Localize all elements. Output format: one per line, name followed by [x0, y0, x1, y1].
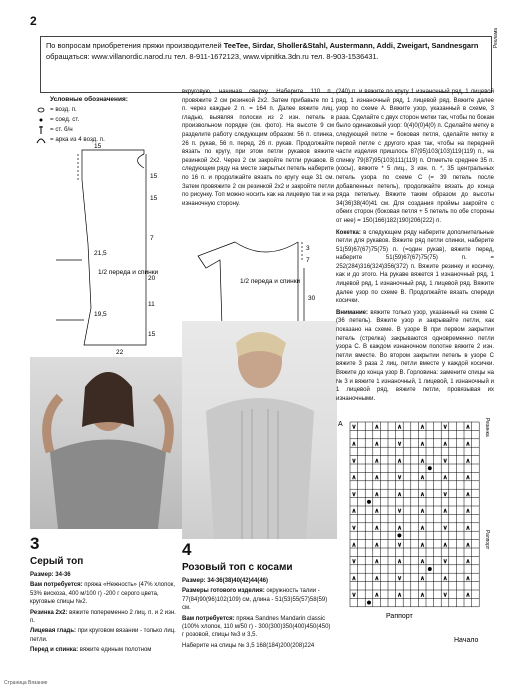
- size-value: 34-36(38)40(42)44(46): [207, 578, 268, 584]
- chart-symbol: ∧: [397, 559, 402, 566]
- chart-symbol: ∧: [351, 475, 357, 482]
- chart-symbol: ∧: [420, 542, 425, 549]
- chart-symbol: ∧: [420, 441, 425, 448]
- chart-symbol: ∧: [374, 592, 380, 599]
- schema-mid-side-2: 7: [306, 257, 310, 264]
- chart-symbol: ∧: [465, 559, 471, 566]
- chart-symbol: ∧: [465, 491, 471, 498]
- photo-pink-top: [182, 321, 337, 539]
- chart-symbol: ∧: [443, 441, 448, 448]
- item-4-last: Наберите на спицы № 3,5 168(184)200(208)224: [182, 642, 315, 649]
- chart-symbol: ∧: [465, 575, 471, 582]
- ad-line1: По вопросам приобретения пряжи производителей: [46, 41, 222, 50]
- chart-symbol: ∧: [374, 575, 380, 582]
- item-4-title: Розовый топ с косами: [182, 562, 293, 573]
- legend-item: [36, 115, 156, 125]
- legend-text: = соед. ст.: [50, 116, 80, 123]
- chart-symbol: ∧: [465, 525, 471, 532]
- right-p1: (240) п. и вяжите по кругу 1 изнаночный ряд, 1 лицевой ряд, 1 изнаночный ряд, 1 лицевой ряд. Вяжите далее узор по схеме А. Вяжите узор, указанный в схеме, 3 раза. Сделайте с двух сторон метки так, чтобы по бокам было одинаковый узор: 0(4)0(0)4(0) п. Сделайте метку в следующей петле = боковая петля, сделайте метку в первой петле с другого края так, чтобы на передней части изделия пришлось 87(95)103(103)119(119) п., на спинку 79(87)95(103)111(119) п. Отметьте среднее 35 п. (косы), вяжите * 5 лиц., 3 изн. п. *, 35 центральных петель узора по схеме С (= 39 петель после добавленных петель), продолжайте вязать до конца ряда петельку. Вяжите таким образом до высоты 34(36)38(40)41 см. Для создания проймы закройте с обеих сторон (боковая петля + 5 петель по обе стороны от нее) = 150(166)182(190)206(222) п.: [336, 89, 494, 224]
- chart-symbol: ∧: [420, 559, 425, 566]
- ad-brands: TeeTee, Sirdar, Sholler&Stahl, Austermann, Addi, Zweigart, Sandnesgarn: [223, 41, 479, 50]
- schema-mid-height: 30: [308, 295, 316, 302]
- item-3: [30, 534, 180, 655]
- chart-symbol: ∧: [443, 508, 448, 515]
- chart-symbol: ∧: [374, 475, 380, 482]
- item-3-title: Серый топ: [30, 556, 84, 567]
- dims-text: окружность талии - 77(84)90(96)102(109) см, длина - 51(53)55(57)58(59) см.: [182, 588, 328, 612]
- legend-text: = возд. п.: [50, 106, 77, 113]
- chart-symbol: ∧: [374, 424, 380, 431]
- schema-right-2: 15: [150, 195, 158, 202]
- chart-symbol: ∨: [443, 559, 448, 566]
- pattern-schematic-left: [36, 140, 176, 355]
- chart-symbol: ∧: [420, 508, 425, 515]
- dims-label: Размеры готового изделия:: [182, 588, 265, 595]
- schema-width-1: 21,5: [94, 250, 107, 257]
- instructions-right: [336, 88, 494, 403]
- schema-mid-side-1: 3: [306, 245, 310, 252]
- chart-symbol: ∧: [465, 542, 471, 549]
- schema-top-width: 15: [94, 143, 102, 150]
- chart-symbol: ∧: [397, 424, 402, 431]
- chart-symbol: ∧: [351, 508, 357, 515]
- chart-symbol: ∨: [443, 592, 448, 599]
- yoke-label: Кокетка:: [336, 229, 361, 236]
- chart-symbol: ∨: [351, 491, 357, 498]
- item-4-number: 4: [182, 540, 192, 559]
- vertical-line-icon: [36, 126, 46, 134]
- need-text: пряжа Sandnes Mandarin classic (100% хлопок, 110 м/50 г) - 300(300)350(400)450(450) г розовой, спицы №3 и 3,5.: [182, 615, 331, 639]
- chart-symbol: ∧: [374, 525, 380, 532]
- schema-height-2: 11: [148, 301, 155, 308]
- chart-label-a: A: [338, 421, 343, 428]
- chart-start-label: Начало: [454, 637, 479, 644]
- chart-symbol: ∧: [465, 441, 471, 448]
- photo-grey-top: [30, 357, 182, 529]
- dot-icon: [36, 116, 46, 124]
- schema-height-1: 20: [148, 275, 156, 282]
- schema-mid-label: 1/2 переда и спинки: [240, 278, 301, 285]
- chart-symbol: ∧: [351, 441, 357, 448]
- chart-symbol: ∨: [351, 424, 357, 431]
- chart-symbol: ∧: [351, 542, 357, 549]
- chart-symbol: ∧: [465, 475, 471, 482]
- legend-title: Условные обозначения:: [50, 96, 128, 103]
- chart-symbol: ∧: [443, 575, 448, 582]
- size-label: Размер:: [182, 578, 206, 584]
- need-label: Вам потребуется:: [30, 582, 83, 589]
- chart-symbol: ∨: [397, 542, 402, 549]
- front-label: Перед и спинка:: [30, 647, 79, 654]
- chart-symbol: ∧: [465, 592, 471, 599]
- pattern-schematic-mid: [190, 238, 330, 328]
- chart-symbol: ∨: [351, 458, 357, 465]
- chart-dot: [428, 466, 432, 470]
- chart-symbol: ∧: [374, 559, 380, 566]
- face-label: Лицевая гладь:: [30, 628, 77, 635]
- chart-symbol: ∧: [465, 424, 471, 431]
- item-3-number: 3: [30, 534, 40, 553]
- face-text: при круговом вязании - только лиц. петли.: [30, 628, 176, 643]
- chart-symbol: ∨: [443, 458, 448, 465]
- chart-symbol: ∧: [465, 508, 471, 515]
- chart-dot: [367, 601, 371, 605]
- attention-label: Внимание:: [336, 309, 368, 316]
- yoke-text: в следующем ряду наберите дополнительные петли для рукавов. Вяжите ряд петли спинки, наберите 51(59)67(67)75(75) п. (=один рукав), вяжите перед, наберите 51(59)67(67)75(75) п. = 252(284)316(324)356(372) п. Вяжите резинку и косичку, как и до этого. На рукаве вяжется 1 изнаночный ряд, 1 лицевой ряд, 1 изнаночный ряд, 1 лицевой ряд. Вяжите далее узор по схеме В. Продолжайте вязать спереди косички.: [336, 229, 495, 305]
- need-label: Вам потребуется:: [182, 615, 235, 622]
- front-text: вяжите единым полотном: [79, 647, 152, 654]
- chart-symbol: ∨: [397, 575, 402, 582]
- chart-symbol: ∨: [397, 508, 402, 515]
- item-4: [182, 540, 334, 650]
- chart-symbol: ∧: [397, 592, 402, 599]
- instructions-mid: вкруговую, начиная сверху. Наберите 110 п., провяжите 2 см резинкой 2х2. Затем прибавьте по 1 п. через каждые 2 п. = 164 п. Далее вяжите лиц. гладью, выявляя полоски из 2 изн. петель в произвольном порядке (см. фото). На высоте 9 см разделите работу следующим образом: 56 п. спинка, 26 п. рукав, 56 п. перед, 26 п. рукав. Продолжайте вязать по кругу, при этом петли рукавов вяжите резинкой 2х2. Через 2 см закройте петли рукавов. В следующем ряду на месте закрытых петель наберите по 16 п. и продолжайте вязать по кругу еще 31 см. Затем провяжите 2 см резинкой 2х2 и закройте петли по рисунку. Топ можно носить как на лицевую так и на изнаночную сторону.: [182, 89, 334, 207]
- chart-symbol: ∨: [397, 475, 402, 482]
- side-label: Реклама: [493, 27, 499, 48]
- advertisement-box: [40, 36, 492, 93]
- schema-right-1: 15: [150, 173, 158, 180]
- schema-right-3: 7: [150, 235, 154, 242]
- chart-symbol: ∨: [351, 525, 357, 532]
- rib-label: Резинка 2х2:: [30, 609, 68, 616]
- chart-symbol: ∧: [374, 491, 380, 498]
- chart-symbol: ∧: [374, 441, 380, 448]
- chart-symbol: ∧: [420, 491, 425, 498]
- schema-label: 1/2 переда и спинки: [98, 269, 159, 276]
- chart-symbol: ∨: [351, 559, 357, 566]
- legend-text: = ст. б/н: [50, 126, 73, 133]
- chart-symbol: ∧: [374, 542, 380, 549]
- chart-symbol: ∧: [420, 424, 425, 431]
- legend-item: [36, 105, 156, 115]
- chart-symbol: ∨: [351, 592, 357, 599]
- legend: [36, 95, 156, 145]
- rib-text: вяжите попеременно 2 лиц. п. и 2 изн. п.: [30, 609, 176, 625]
- chart-symbol: ∧: [397, 458, 402, 465]
- page-number: 2: [30, 14, 37, 28]
- chart-symbol: ∧: [374, 458, 380, 465]
- chart-side-text: Резинка: [484, 418, 490, 437]
- need-text: пряжа «Нежность» (47% хлопок, 53% вискоза, 400 м/100 г) -200 г серого цвета, круговые спицы №2.: [30, 582, 176, 606]
- chart-dot: [428, 567, 432, 571]
- schema-bottom-width: 22: [116, 349, 124, 355]
- chart-symbol: ∧: [443, 475, 448, 482]
- chart-symbol: ∧: [420, 592, 425, 599]
- credit: Страница Вязание: [4, 680, 48, 686]
- ad-line2: обращаться: www.villanordic.narod.ru тел. 8-911-1672123, www.vipnitka.3dn.ru тел. 8-903-1536431.: [46, 52, 379, 61]
- chart-symbol: ∧: [397, 525, 402, 532]
- legend-item: [36, 125, 156, 135]
- size-label: Размер:: [30, 572, 54, 578]
- chart-symbol: ∨: [443, 424, 448, 431]
- chart-symbol: ∨: [397, 441, 402, 448]
- chart-side-bottom: Раппорт: [484, 530, 490, 550]
- knitting-chart: [336, 410, 496, 650]
- chart-raport-label: Раппорт: [386, 613, 413, 620]
- empty-square-icon: [36, 106, 46, 114]
- size-value: 34-36: [55, 572, 71, 578]
- chart-symbol: ∧: [351, 575, 357, 582]
- chart-symbol: ∧: [397, 491, 402, 498]
- chart-symbol: ∧: [465, 458, 471, 465]
- chart-symbol: ∨: [443, 525, 448, 532]
- chart-symbol: ∧: [420, 458, 425, 465]
- chart-dot: [398, 534, 402, 538]
- chart-dot: [367, 500, 371, 504]
- attention-text: вяжите только узор, указанный на схеме С (36 петель). Вяжите узор и закрывайте петли, как показано на схеме. В узоре В при первом закрытии петель (стрелка) закрываются одновременно петли узора С. В каждом изнаночном полотне вяжите 2 изн. петли вместе. Во втором закрытии петель в узоре С вяжите 3 раза 2 лиц. петли вместе у каждой косички. Вяжите до конца узор В. Горловина: замените спицы на № 3 и вяжите 1 изнаночный, 1 лицевой, 1 изнаночный и 1 лицевой ряд, вяжите петли, провязывая их изнаночными.: [336, 309, 494, 402]
- chart-symbol: ∧: [374, 508, 380, 515]
- schema-width-2: 19,5: [94, 311, 107, 318]
- chart-symbol: ∧: [443, 542, 448, 549]
- chart-symbol: ∧: [420, 475, 425, 482]
- legend-text: = арка из 4 возд. п.: [50, 136, 105, 143]
- chart-symbol: ∨: [443, 491, 448, 498]
- chart-symbol: ∧: [420, 525, 425, 532]
- chart-symbol: ∧: [420, 575, 425, 582]
- schema-height-3: 15: [148, 331, 156, 338]
